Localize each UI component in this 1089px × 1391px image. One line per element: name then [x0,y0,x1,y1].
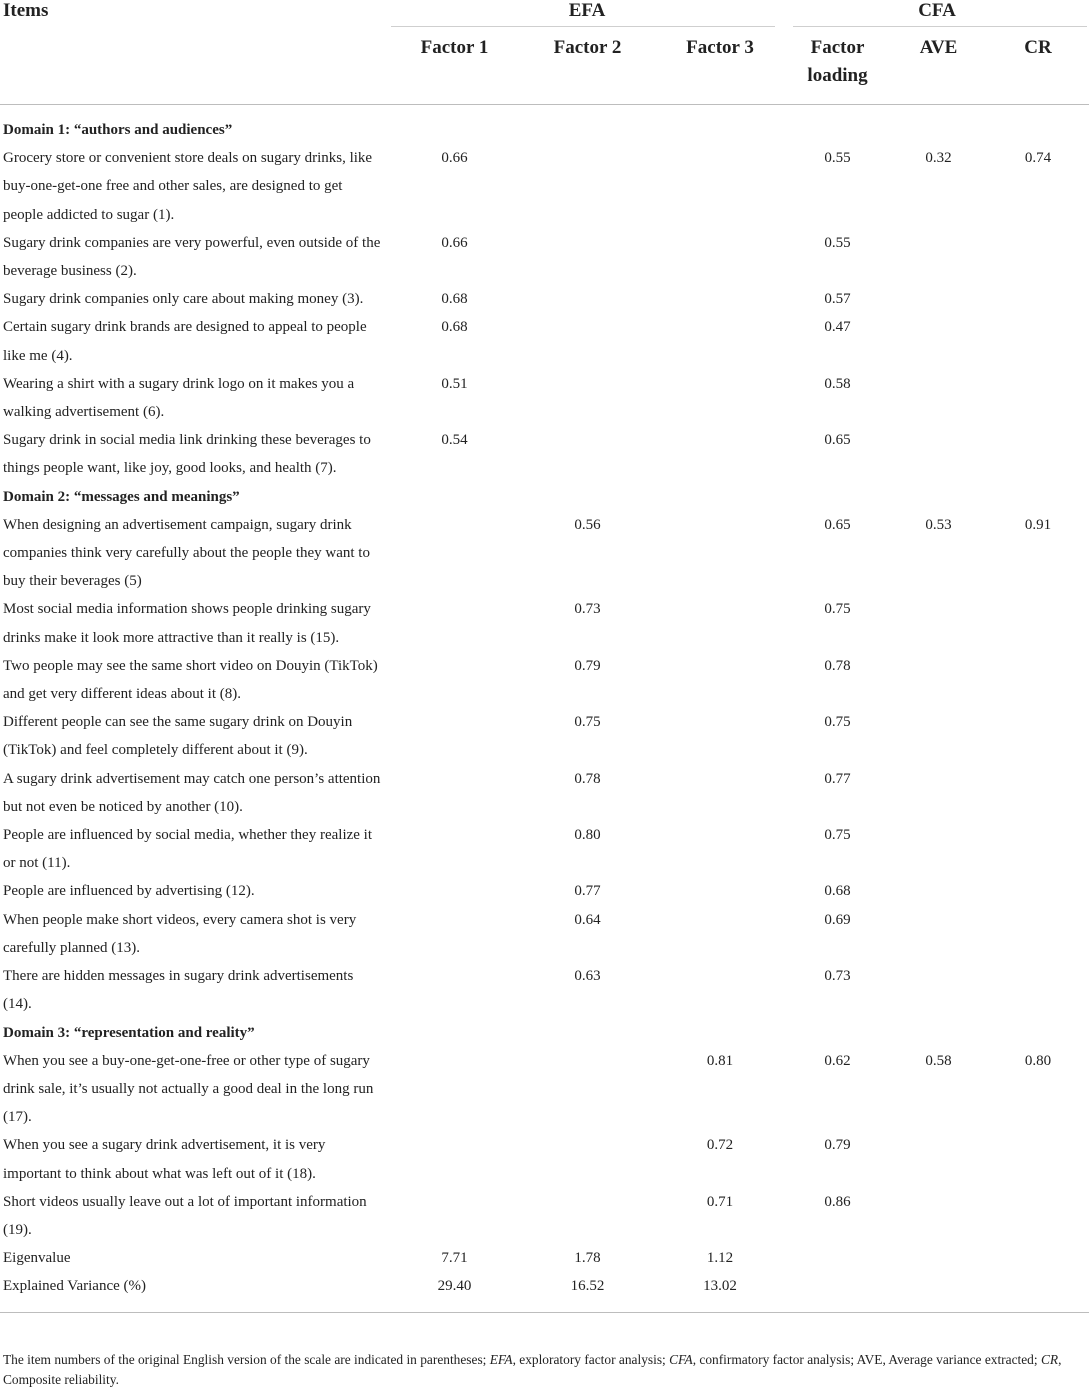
cr-cell [987,370,1089,426]
table-row [0,426,1089,482]
item-text: Sugary drink companies are very powerful, even outside of the beverage business (2). [3,234,381,280]
factor-loading-cell: 0.55 [824,234,851,251]
item-text: Eigenvalue [3,1250,71,1267]
factor3-cell [655,906,785,962]
factor2-cell [520,285,655,313]
footnote-text-2: , exploratory factor analysis; [512,1352,670,1367]
item-text: When people make short videos, every camera shot is very carefully planned (13). [3,911,357,956]
ave-cell [890,426,987,482]
item-text: When you see a buy-one-get-one-free or other type of sugary drink sale, it’s usually not actually a good deal in the long run (17). [3,1052,374,1126]
cr-cell [987,1188,1089,1244]
footnote-efa-abbr: EFA [489,1352,513,1367]
factor-loading-cell: 0.62 [824,1052,851,1069]
efa-rule [391,26,775,27]
efa-header [389,0,785,26]
factor2-cell: 1.78 [574,1250,601,1267]
table-row [0,1131,1089,1187]
factor3-header: Factor 3 [655,26,785,105]
factor1-cell [389,511,520,596]
ave-cell [890,1188,987,1244]
factor-loading-cell: 0.65 [824,432,851,449]
factor2-cell [520,144,655,229]
ave-header: AVE [890,26,987,105]
factor3-cell [655,285,785,313]
factor3-cell: 13.02 [655,1272,785,1312]
item-text: When you see a sugary drink advertisement, it is very important to think about what was left out of it (18). [3,1137,326,1182]
factor3-cell: 0.81 [706,1052,734,1069]
factor-loading-cell: 0.86 [824,1193,851,1210]
cr-cell: 0.91 [1024,516,1052,533]
items-header: Items [3,0,49,21]
cr-cell [987,1272,1089,1312]
ave-cell [890,877,987,905]
factor2-cell: 0.78 [574,770,601,787]
factor2-cell [520,1047,655,1132]
domain-header-row [0,1019,1089,1047]
item-text: Most social media information shows people drinking sugary drinks make it look more attractive than it really is (15). [3,601,371,646]
factor3-cell [655,511,785,596]
footnote-text-4: , Composite reliability. [3,1352,1062,1387]
ave-cell [890,1131,987,1187]
factor-loading-header-line1: Factor [810,37,865,58]
factor2-cell: 0.56 [574,516,601,533]
factor-loading-cell: 0.69 [824,911,851,928]
item-text: Wearing a shirt with a sugary drink logo on it makes you a walking advertisement (6). [3,375,355,421]
factor-loading-cell: 0.73 [824,968,851,985]
item-text: Sugary drink in social media link drinking these beverages to things people want, like joy, good looks, and health (7). [3,432,371,477]
factor3-cell: 0.72 [706,1137,734,1154]
table-row [0,144,1089,229]
ave-cell [890,285,987,313]
ave-cell [890,765,987,821]
cr-cell [987,708,1089,764]
factor1-cell [389,708,520,764]
cr-cell [987,1131,1089,1187]
factor1-cell: 0.68 [441,291,468,308]
factor1-cell [389,877,520,905]
cr-cell [987,821,1089,877]
factor1-cell [389,595,520,651]
cfa-header-label: CFA [918,0,956,21]
domain-title: Domain 3: “representation and reality” [3,1024,255,1041]
factor3-cell [655,370,785,426]
table-row [0,313,1089,369]
factor3-cell [655,652,785,708]
cr-cell: 0.74 [1024,150,1052,167]
item-text: Different people can see the same sugary drink on Douyin (TikTok) and feel completely different about it (9). [3,714,353,759]
cr-cell [987,906,1089,962]
table-row [0,229,1089,285]
domain-header-row [0,483,1089,511]
cr-cell [987,1244,1089,1272]
factor1-header: Factor 1 [389,26,520,105]
factor-loading-cell: 0.65 [824,516,851,533]
ave-cell [890,821,987,877]
factor3-cell [655,962,785,1018]
factor2-cell: 0.63 [574,968,601,985]
table-row [0,652,1089,708]
factor2-cell: 0.73 [574,601,601,618]
factor-loading-cell: 0.47 [824,319,851,336]
factor-loading-cell: 0.57 [824,291,851,308]
factor2-cell: 0.75 [574,714,601,731]
factor2-cell: 0.77 [574,883,601,900]
factor-loading-header [785,26,890,105]
factor-loading-header-line2: loading [807,65,868,86]
table-row [0,285,1089,313]
item-text: People are influenced by advertising (12). [3,883,255,900]
table-row [0,1272,1089,1312]
item-text: Two people may see the same short video on Douyin (TikTok) and get very different ideas about it (8). [3,657,378,703]
factor-loading-cell [785,1272,890,1312]
table-row [0,765,1089,821]
factor-loading-cell [785,1244,890,1272]
cr-header: CR [987,26,1089,105]
factor-loading-cell: 0.75 [824,714,851,731]
factor2-cell [520,229,655,285]
factor1-cell [389,1131,520,1187]
items-header-spacer [0,26,389,105]
factor-loading-cell: 0.79 [824,1137,851,1154]
domain-header-row [0,105,1089,145]
cr-cell [987,285,1089,313]
ave-cell [890,962,987,1018]
table-row [0,511,1089,596]
factor-loading-cell: 0.75 [824,601,851,618]
ave-cell [890,1244,987,1272]
item-text: A sugary drink advertisement may catch one person’s attention but not even be noticed by another (10). [3,770,381,815]
cr-cell [987,595,1089,651]
table-body [0,105,1089,1313]
item-text: Certain sugary drink brands are designed to appeal to people like me (4). [3,319,367,364]
factor1-cell [389,1188,520,1244]
factor-loading-cell: 0.68 [824,883,851,900]
ave-cell [890,229,987,285]
table-header [0,0,1089,105]
factor2-cell [520,426,655,482]
factor2-cell [520,1188,655,1244]
factor1-cell [389,821,520,877]
factor3-cell [655,229,785,285]
cr-cell [987,652,1089,708]
domain-title: Domain 1: “authors and audiences” [3,122,233,138]
factor3-cell: 0.71 [706,1193,734,1210]
factor-loading-cell: 0.55 [824,150,851,167]
table-row [0,1047,1089,1132]
table-row [0,962,1089,1018]
ave-cell: 0.53 [925,516,952,533]
cr-cell [987,229,1089,285]
table-row [0,370,1089,426]
cfa-rule [793,26,1087,27]
item-text: When designing an advertisement campaign, sugary drink companies think very carefully about the people they want to buy their beverages (5) [3,516,370,590]
cr-cell [987,313,1089,369]
footnote-cr-abbr: CR [1040,1352,1059,1367]
ave-cell [890,370,987,426]
factor-loading-cell: 0.58 [824,375,851,392]
ave-cell [890,652,987,708]
table-row [0,708,1089,764]
factor2-cell: 0.64 [574,911,601,928]
factor1-cell: 0.51 [441,375,468,392]
ave-cell: 0.32 [925,150,952,167]
ave-cell [890,906,987,962]
factor1-cell: 0.66 [441,150,468,167]
table-row [0,1244,1089,1272]
item-text: Sugary drink companies only care about making money (3). [3,291,364,308]
factor3-cell [655,144,785,229]
factor2-cell: 0.80 [574,827,601,844]
footnote-text-3: , confirmatory factor analysis; AVE, Average variance extracted; [692,1352,1041,1367]
factor1-cell: 0.68 [441,319,468,336]
factor2-cell: 16.52 [520,1272,655,1312]
factor3-cell [655,426,785,482]
factor3-cell [655,708,785,764]
factor1-cell: 0.66 [441,234,468,251]
factor2-cell [520,313,655,369]
table-row [0,906,1089,962]
factor2-cell [520,370,655,426]
efa-header-label: EFA [568,0,606,21]
cr-cell [987,765,1089,821]
factor2-cell: 0.79 [574,657,601,674]
factor-loading-cell: 0.75 [824,827,851,844]
factor3-cell [655,313,785,369]
domain-title: Domain 2: “messages and meanings” [3,488,240,505]
cr-cell [987,962,1089,1018]
table-row [0,877,1089,905]
table-footnote [3,1350,1085,1390]
factor3-cell: 1.12 [706,1250,734,1267]
item-text: Explained Variance (%) [0,1272,389,1312]
ave-cell [890,313,987,369]
item-text: People are influenced by social media, whether they realize it or not (11). [3,827,373,872]
factor3-cell [655,595,785,651]
item-text: Short videos usually leave out a lot of important information (19). [3,1193,367,1238]
item-text: Grocery store or convenient store deals on sugary drinks, like buy-one-get-one free and other sales, are designed to get people addicted to sugar (1). [3,150,373,223]
factor2-header: Factor 2 [520,26,655,105]
factor1-cell [389,1047,520,1132]
factor1-cell [389,652,520,708]
footnote-cfa-abbr: CFA [669,1352,693,1367]
factor1-cell: 29.40 [389,1272,520,1312]
ave-cell: 0.58 [925,1052,952,1069]
cr-cell [987,877,1089,905]
cr-cell: 0.80 [1024,1052,1052,1069]
cfa-header [785,0,1089,26]
factor1-cell: 0.54 [441,432,468,449]
factor-loading-cell: 0.77 [824,770,851,787]
footnote-text-1: The item numbers of the original English version of the scale are indicated in parentheses; [3,1352,490,1367]
factor3-cell [655,877,785,905]
factor2-cell [520,1131,655,1187]
ave-cell [890,708,987,764]
factor3-cell [655,765,785,821]
table-row [0,821,1089,877]
item-text: There are hidden messages in sugary drink advertisements (14). [3,968,354,1013]
cr-cell [987,426,1089,482]
factor1-cell [389,962,520,1018]
ave-cell [890,595,987,651]
ave-cell [890,1272,987,1312]
table-row [0,1188,1089,1244]
factor1-cell [389,906,520,962]
table-row [0,595,1089,651]
factor1-cell [389,765,520,821]
factor3-cell [655,821,785,877]
factor1-cell: 7.71 [441,1250,468,1267]
factor-loading-cell: 0.78 [824,657,851,674]
